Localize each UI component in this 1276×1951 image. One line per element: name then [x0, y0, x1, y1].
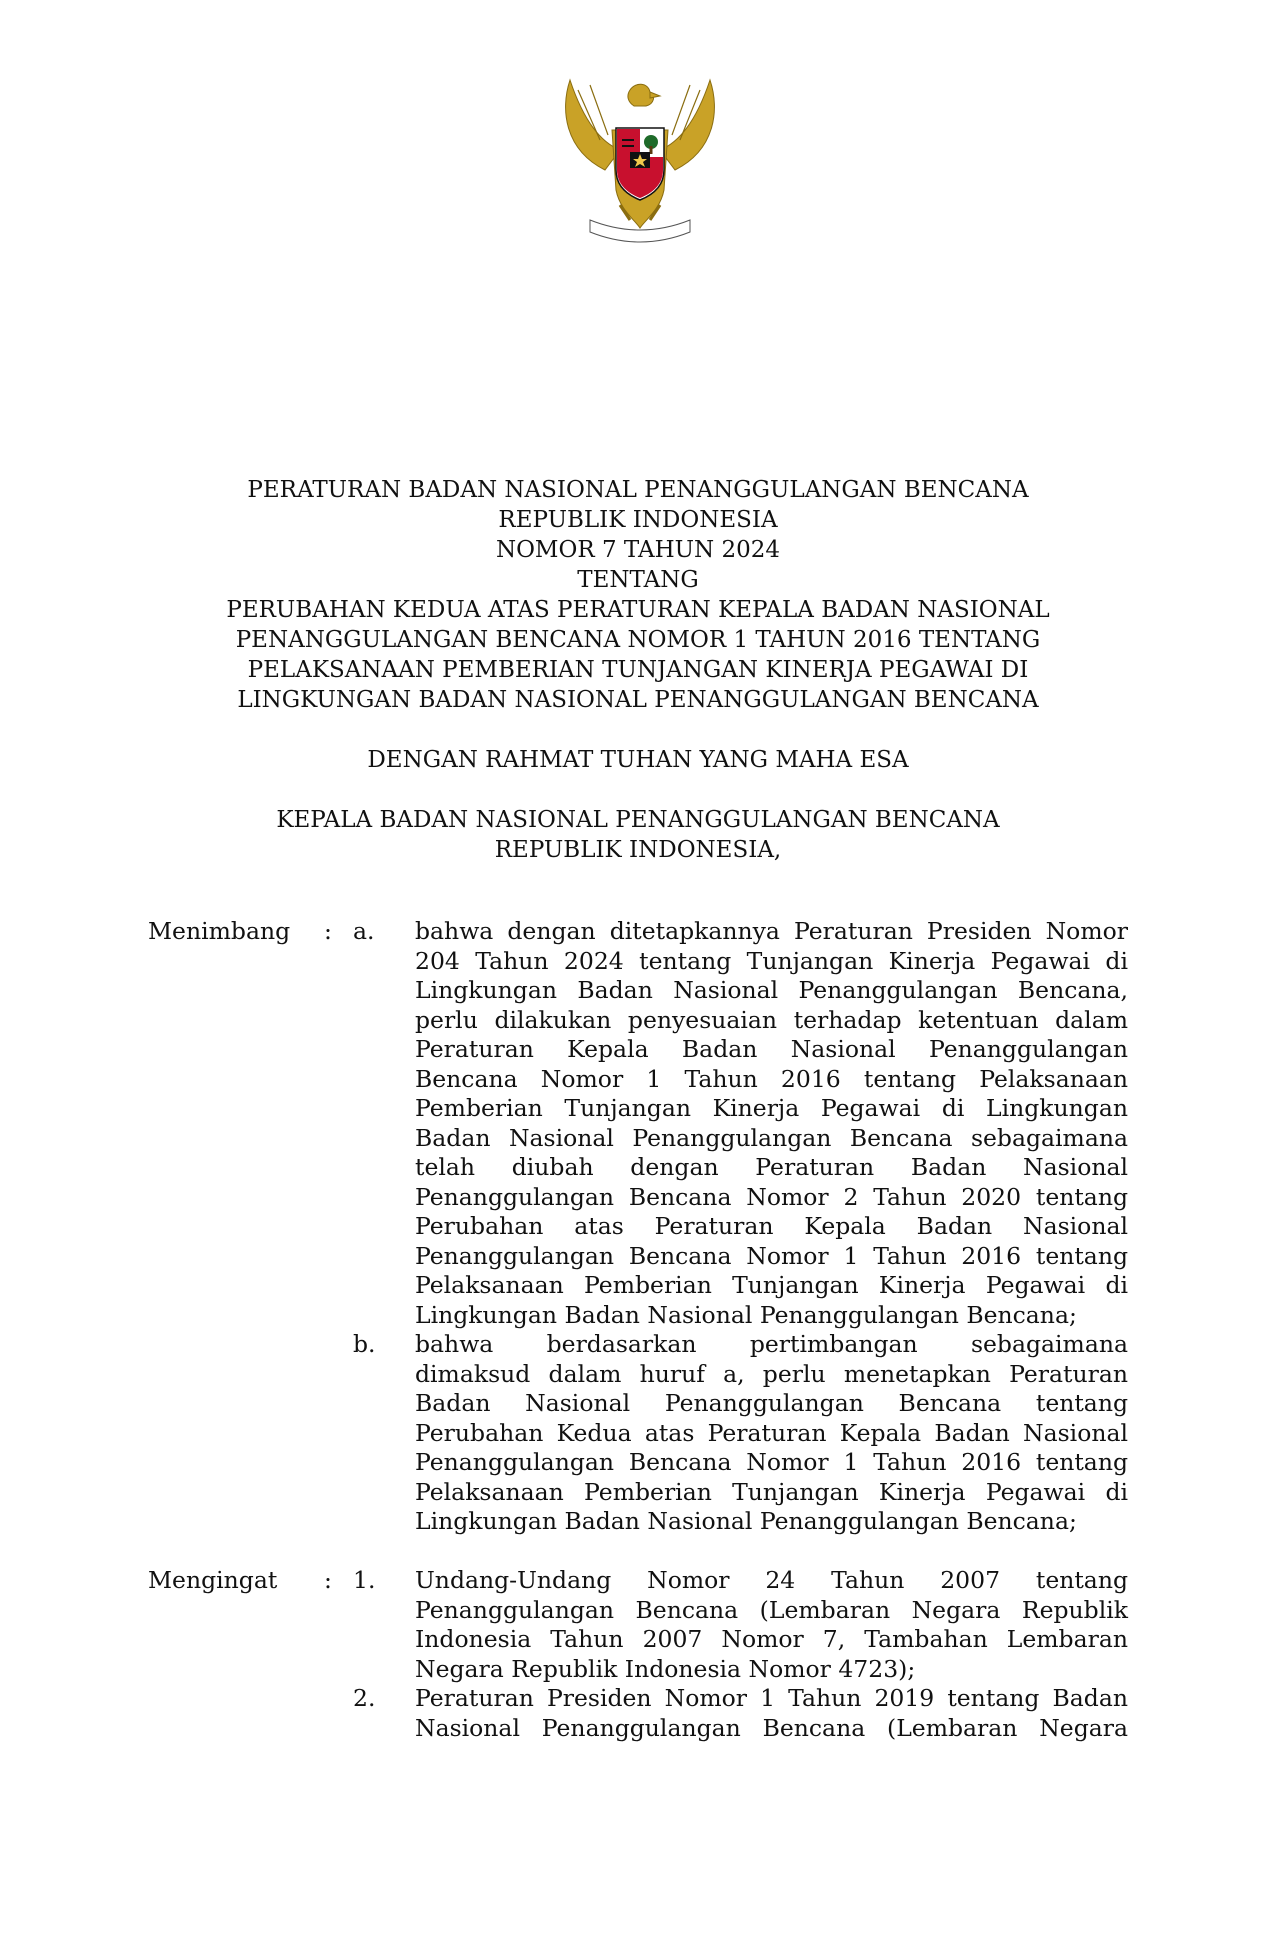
text-line: Peraturan Kepala Badan Nasional Penanggulangan — [415, 1035, 1128, 1063]
text-line: Penanggulangan Bencana Nomor 1 Tahun 2016 tentang — [415, 1241, 1128, 1270]
menimbang-section — [148, 917, 1130, 1537]
authority-line: KEPALA BADAN NASIONAL PENANGGULANGAN BENCANA — [276, 807, 1000, 833]
text-line: Pelaksanaan Pemberian Tunjangan Kinerja Pegawai di — [415, 1477, 1128, 1506]
text-line: bahwa berdasarkan pertimbangan sebagaimana — [415, 1330, 1128, 1358]
list-item — [148, 1566, 1130, 1684]
text-line: dimaksud dalam huruf a, perlu menetapkan Peraturan — [415, 1359, 1128, 1388]
text-line: Negara Republik Indonesia Nomor 4723); — [415, 1654, 916, 1683]
text-line: Pelaksanaan Pemberian Tunjangan Kinerja Pegawai di — [415, 1271, 1128, 1299]
text-line: bahwa dengan ditetapkannya Peraturan Presiden Nomor — [415, 917, 1128, 945]
title-line: NOMOR 7 TAHUN 2024 — [495, 537, 781, 563]
text-line: telah diubah dengan Peraturan Badan Nasional — [415, 1153, 1128, 1181]
invocation: DENGAN RAHMAT TUHAN YANG MAHA ESA — [367, 747, 909, 773]
item-marker: a. — [353, 917, 375, 945]
text-line: Peraturan Presiden Nomor 1 Tahun 2019 tentang Badan — [415, 1684, 1128, 1712]
section-colon: : — [324, 917, 332, 945]
title-line: LINGKUNGAN BADAN NASIONAL PENANGGULANGAN BENCANA — [237, 687, 1039, 713]
list-item — [148, 1330, 1130, 1537]
item-marker: b. — [353, 1330, 376, 1358]
title-line: TENTANG — [577, 567, 699, 593]
text-line: Indonesia Tahun 2007 Nomor 7, Tambahan Lembaran — [415, 1625, 1128, 1653]
text-line: Bencana Nomor 1 Tahun 2016 tentang Pelaksanaan — [415, 1064, 1128, 1093]
document-title — [150, 475, 1126, 865]
text-line: Lingkungan Badan Nasional Penanggulangan Bencana, — [415, 976, 1128, 1004]
text-line: Lingkungan Badan Nasional Penanggulangan Bencana; — [415, 1507, 1077, 1535]
text-line: Penanggulangan Bencana Nomor 2 Tahun 2020 tentang — [415, 1182, 1128, 1211]
text-line: Badan Nasional Penanggulangan Bencana tentang — [415, 1389, 1128, 1417]
text-line: Undang-Undang Nomor 24 Tahun 2007 tentang — [415, 1566, 1128, 1594]
text-line: Perubahan Kedua atas Peraturan Kepala Badan Nasional — [415, 1418, 1128, 1447]
item-marker: 2. — [353, 1684, 376, 1712]
item-marker: 1. — [353, 1566, 376, 1594]
text-line: Penanggulangan Bencana (Lembaran Negara Republik — [415, 1595, 1128, 1624]
title-line: PERATURAN BADAN NASIONAL PENANGGULANGAN BENCANA — [247, 477, 1029, 503]
section-label: Mengingat — [148, 1566, 278, 1594]
garuda-emblem-icon — [550, 70, 730, 250]
mengingat-section — [148, 1566, 1130, 1743]
text-line: Pemberian Tunjangan Kinerja Pegawai di Lingkungan — [415, 1094, 1128, 1122]
title-line: PERUBAHAN KEDUA ATAS PERATURAN KEPALA BADAN NASIONAL — [226, 597, 1050, 623]
text-line: Lingkungan Badan Nasional Penanggulangan Bencana; — [415, 1300, 1077, 1329]
text-line: Nasional Penanggulangan Bencana (Lembaran Negara — [415, 1713, 1128, 1742]
list-item — [148, 1684, 1130, 1743]
title-line: PELAKSANAAN PEMBERIAN TUNJANGAN KINERJA PEGAWAI DI — [247, 657, 1029, 683]
authority-line: REPUBLIK INDONESIA, — [494, 837, 782, 863]
text-line: Badan Nasional Penanggulangan Bencana sebagaimana — [415, 1123, 1128, 1152]
text-line: Penanggulangan Bencana Nomor 1 Tahun 2016 tentang — [415, 1448, 1128, 1476]
section-colon: : — [324, 1566, 332, 1594]
text-line: perlu dilakukan penyesuaian terhadap ketentuan dalam — [415, 1005, 1128, 1034]
list-item — [148, 917, 1130, 1330]
title-line: PENANGGULANGAN BENCANA NOMOR 1 TAHUN 2016 TENTANG — [235, 627, 1041, 653]
text-line: Perubahan atas Peraturan Kepala Badan Nasional — [415, 1212, 1128, 1240]
title-line: REPUBLIK INDONESIA — [498, 507, 778, 533]
section-label: Menimbang — [148, 917, 291, 945]
text-line: 204 Tahun 2024 tentang Tunjangan Kinerja Pegawai di — [415, 946, 1128, 975]
